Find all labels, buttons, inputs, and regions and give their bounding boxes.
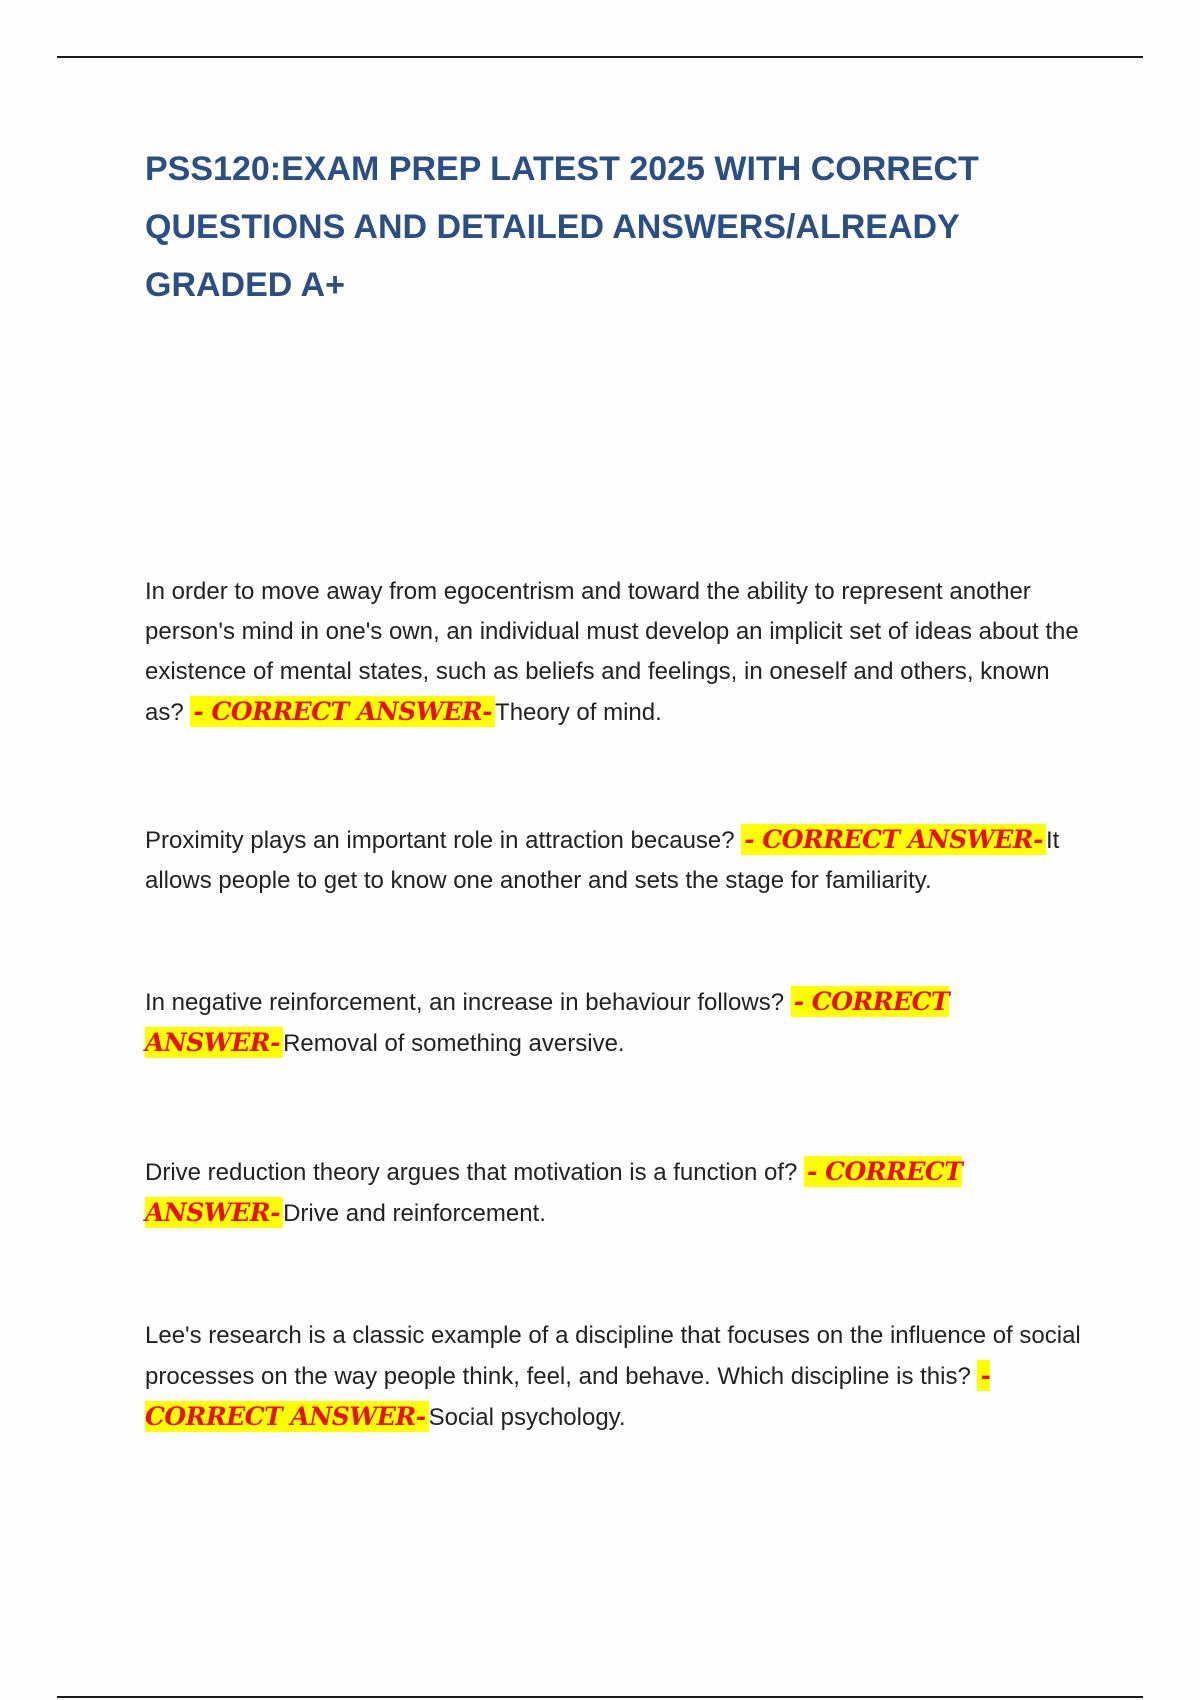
- correct-answer-marker: - CORRECT ANSWER-: [145, 987, 950, 1057]
- correct-answer-marker: - CORRECT ANSWER-: [741, 824, 1046, 855]
- answer-text: Theory of mind.: [495, 699, 662, 726]
- question-text: Lee's research is a classic example of a discipline that focuses on the influence of social processes on the way people think, feel, and behave. Which discipline is this?: [145, 1322, 1081, 1390]
- bottom-rule: [57, 1696, 1143, 1698]
- qa-item: [145, 820, 1085, 901]
- qa-item: [145, 1152, 1085, 1234]
- answer-text: It allows people to get to know one another and sets the stage for familiarity.: [145, 827, 1060, 894]
- document-title: PSS120:EXAM PREP LATEST 2025 WITH CORRECT QUESTIONS AND DETAILED ANSWERS/ALREADY GRADED A+: [145, 150, 979, 304]
- correct-answer-marker: - CORRECT ANSWER-: [190, 696, 495, 727]
- qa-item: [145, 572, 1085, 733]
- question-text: Drive reduction theory argues that motivation is a function of?: [145, 1159, 798, 1186]
- question-text: Proximity plays an important role in attraction because?: [145, 827, 735, 854]
- answer-text: Drive and reinforcement.: [283, 1200, 546, 1227]
- top-rule: [57, 56, 1143, 58]
- qa-item: [145, 1316, 1085, 1438]
- answer-text: Social psychology.: [428, 1404, 626, 1431]
- answer-text: Removal of something aversive.: [283, 1030, 625, 1057]
- question-text: In negative reinforcement, an increase in behaviour follows?: [145, 989, 785, 1016]
- correct-answer-marker: - CORRECT ANSWER-: [145, 1361, 991, 1431]
- question-text: In order to move away from egocentrism and toward the ability to represent another person's mind in one's own, an individual must develop an implicit set of ideas about the existence of mental states, such as beliefs and feelings, in oneself and others, known as?: [145, 578, 1079, 726]
- qa-item: [145, 982, 1085, 1064]
- correct-answer-marker: - CORRECT ANSWER-: [145, 1157, 963, 1227]
